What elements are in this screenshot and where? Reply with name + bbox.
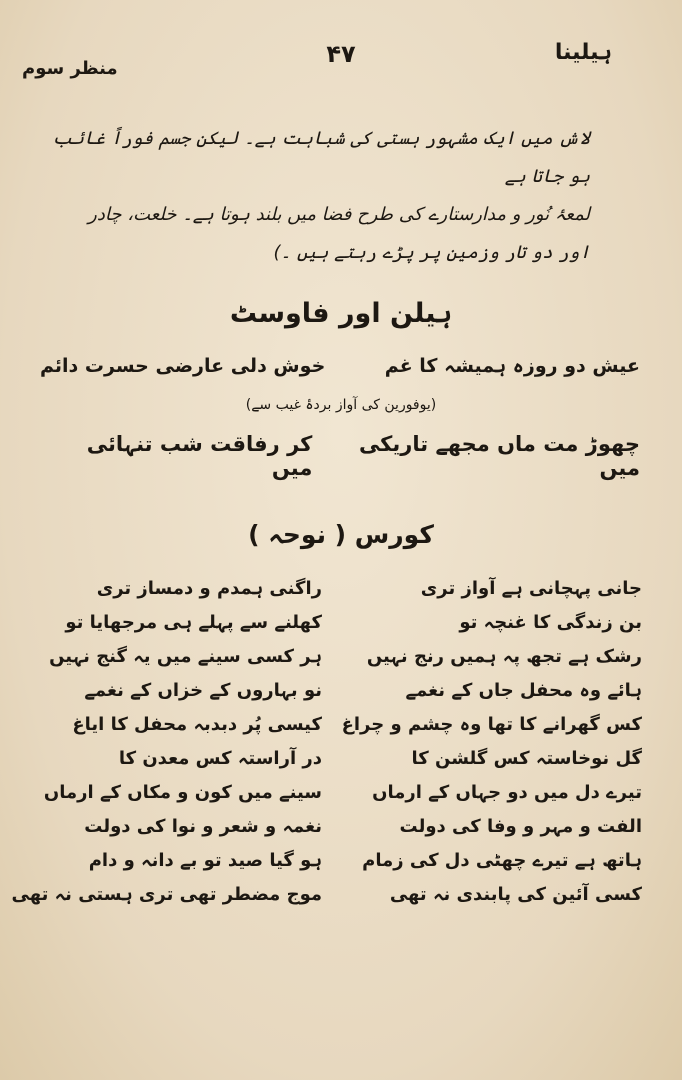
verse-line: رشک ہے تجھ پہ ہمیں رنج نہیں bbox=[366, 646, 642, 667]
verse-line: کیسی پُر دبدبہ محفل کا ایاغ bbox=[72, 714, 322, 735]
verse-line: گل نوخاستہ کس گلشن کا bbox=[411, 748, 642, 769]
verse-line: کس گھرانے کا تھا وہ چشم و چراغ bbox=[341, 714, 642, 735]
running-title: ہیلینا bbox=[554, 40, 612, 65]
verse-column-right bbox=[341, 572, 642, 912]
verse-column-left bbox=[11, 572, 322, 912]
verse-line: در آراستہ کس معدن کا bbox=[118, 748, 322, 769]
couplet-line bbox=[40, 355, 640, 377]
couplet-left-hemistich: کر رفاقت شب تنہائی میں bbox=[86, 432, 313, 480]
verse-line: ہائے وہ محفل جاں کے نغمے bbox=[405, 680, 642, 701]
verse-line: نغمہ و شعر و نوا کی دولت bbox=[84, 816, 322, 837]
verse-line: موج مضطر تھی تری ہستی نہ تھی bbox=[11, 884, 322, 905]
verse-line: کھلنے سے پہلے ہی مرجھایا تو bbox=[65, 612, 322, 633]
intro-prose bbox=[50, 120, 590, 272]
section-title-helen-faust: ہیلن اور فاوسٹ bbox=[229, 298, 453, 329]
verse-line: بن زندگی کا غنچہ تو bbox=[459, 612, 642, 633]
couplet-left-hemistich: خوش دلی عارضی حسرت دائم bbox=[40, 355, 326, 377]
prose-line: لاش میں ایک مشہور ہستی کی شباہت ہے۔ لیکن جسم فوراً غائب ہو جاتا ہے bbox=[52, 128, 590, 187]
verse-line: جانی پہچانی ہے آواز تری bbox=[420, 578, 642, 599]
verse-line: راگنی ہمدم و دمساز تری bbox=[96, 578, 322, 599]
prose-line: لمعۂ نُور و مدارستارے کی طرح فضا میں بلند ہوتا ہے۔ خلعت، چادر bbox=[88, 204, 590, 225]
verse-line: ہاتھ ہے تیرے چھٹی دل کی زمام bbox=[362, 850, 642, 871]
verse-line: تیرے دل میں دو جہاں کے ارماں bbox=[372, 782, 642, 803]
prose-line: اور دو تار وزمین پر پڑے رہتے ہیں ۔) bbox=[273, 242, 590, 263]
couplet-right-hemistich: عیش دو روزہ ہمیشہ کا غم bbox=[384, 355, 640, 377]
couplet-right-hemistich: چھوڑ مت ماں مجھے تاریکی میں bbox=[358, 432, 640, 480]
scene-label: منظر سوم bbox=[22, 58, 118, 79]
couplet-line bbox=[40, 432, 640, 480]
stage-direction: (یوفورین کی آواز بردۂ غیب سے) bbox=[245, 397, 437, 413]
page-number: ۴۷ bbox=[326, 40, 356, 68]
verse-line: سینے میں کون و مکاں کے ارماں bbox=[43, 782, 322, 803]
verse-line: نو بہاروں کے خزاں کے نغمے bbox=[84, 680, 322, 701]
verse-line: کسی آئین کی پابندی نہ تھی bbox=[389, 884, 642, 905]
verse-line: ہو گیا صید تو بے دانہ و دام bbox=[88, 850, 322, 871]
section-title-chorus: کورس ( نوحہ ) bbox=[248, 520, 434, 549]
verse-line: الفت و مہر و وفا کی دولت bbox=[399, 816, 642, 837]
verse-line: ہر کسی سینے میں یہ گنج نہیں bbox=[49, 646, 322, 667]
